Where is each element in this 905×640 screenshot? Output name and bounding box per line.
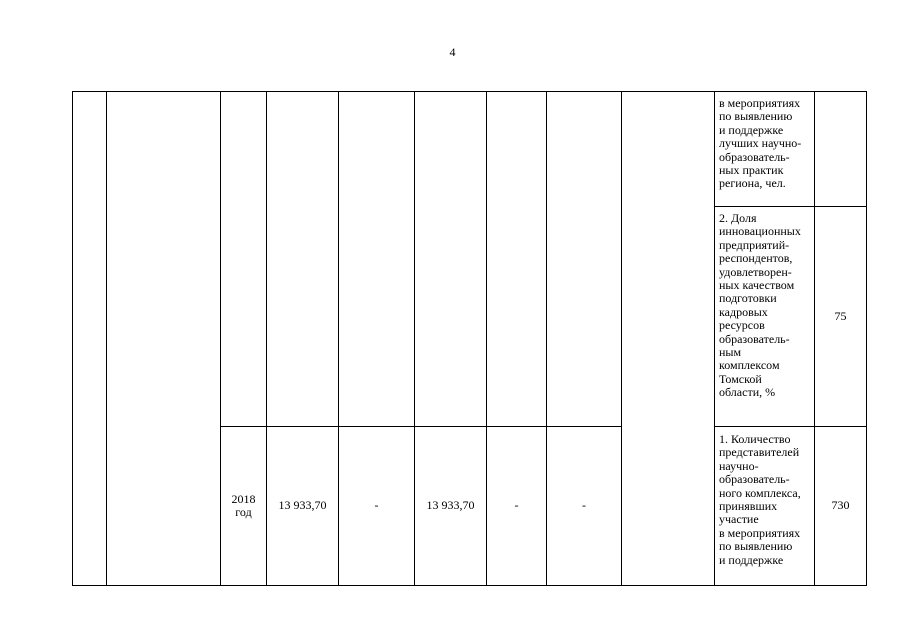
table-top-border xyxy=(72,91,867,92)
page-number: 4 xyxy=(449,45,456,59)
indicator-value-2: 75 xyxy=(834,308,847,323)
table-bottom-border xyxy=(72,585,867,586)
regional-amount-cell: 13 933,70 xyxy=(426,498,475,513)
col-line-9 xyxy=(621,91,622,586)
col-line-10 xyxy=(714,91,715,586)
local-amount-cell: - xyxy=(514,498,519,513)
indicator-text-continued: в мероприятиях по выявлению и поддержке лучших научно- образователь- ных практик региона, чел. xyxy=(719,96,802,191)
other-amount-cell: - xyxy=(582,498,586,513)
year-cell: 2018 год xyxy=(231,491,256,519)
col-line-1 xyxy=(72,91,73,586)
federal-amount-cell: - xyxy=(374,498,379,513)
indicator-text-2: 2. Доля инновационных предприятий- респондентов, удовлетворен- ных качеством подготовки кадровых ресурсов образователь- ным комплексом Томской области, % xyxy=(719,211,801,400)
total-amount-cell: 13 933,70 xyxy=(278,498,327,513)
col-line-2 xyxy=(106,91,107,586)
indicator-value-1: 730 xyxy=(831,498,850,513)
indicator-text-1: 1. Количество представителей научно- образователь- ного комплекса, принявших участие в мероприятиях по выявлению и поддержке xyxy=(719,432,801,567)
col-line-12 xyxy=(866,91,867,586)
